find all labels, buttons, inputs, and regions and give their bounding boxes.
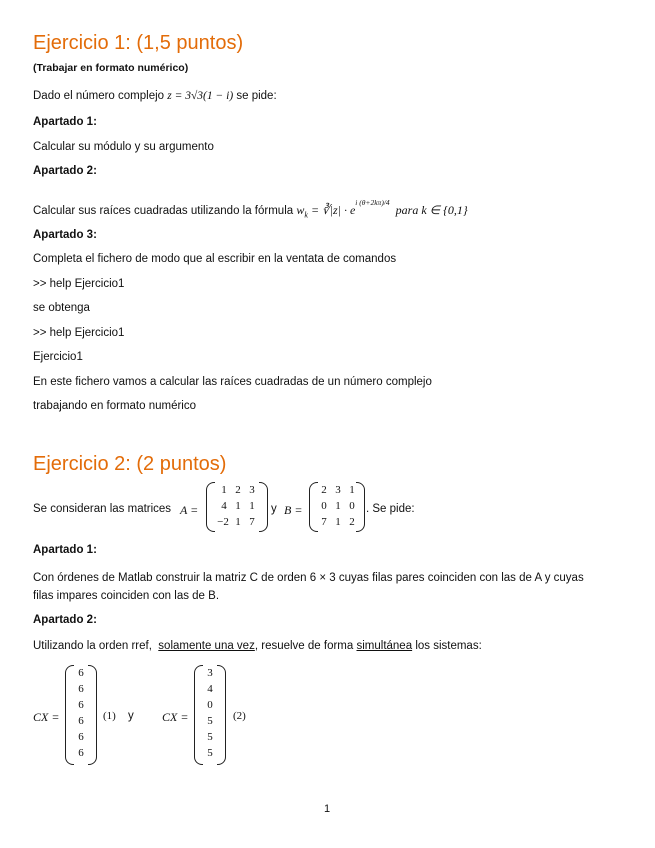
ex1-line: se obtenga xyxy=(33,302,90,314)
label-B: B = xyxy=(284,503,303,517)
vector-cell: 5 xyxy=(207,731,213,743)
sys1-vector xyxy=(65,665,97,765)
matrix-cell: 1 xyxy=(349,484,355,496)
vector-cell: 5 xyxy=(207,747,213,759)
vector-cell: 0 xyxy=(207,699,213,711)
sys2-label: CX = xyxy=(162,710,189,724)
ex1-line: Completa el fichero de modo que al escribir en la ventata de comandos xyxy=(33,253,397,265)
matrix-cell: 2 xyxy=(235,484,241,496)
ex2-ap2-text-b: , resuelve de forma xyxy=(254,640,354,652)
ex1-line: En este fichero vamos a calcular las raíces cuadradas de un número complejo xyxy=(33,376,432,388)
matrix-A xyxy=(206,482,268,532)
sys-and: y xyxy=(128,710,134,722)
sys2-tag: (2) xyxy=(233,710,246,722)
matrix-cell: 1 xyxy=(235,516,241,528)
ex2-ap1-text: Con órdenes de Matlab construir la matriz C de orden 6 × 3 cuyas filas pares coinciden con las de A y cuyas xyxy=(33,572,584,584)
vector-cell: 6 xyxy=(78,747,84,759)
ex1-line: trabajando en formato numérico xyxy=(33,400,197,412)
ex1-intro-text: Dado el número complejo xyxy=(33,90,165,102)
matrix-cell: 2 xyxy=(321,484,327,496)
ex1-title: Ejercicio 1: (1,5 puntos) xyxy=(33,32,244,54)
matrix-cell: −2 xyxy=(217,516,229,528)
matrix-cell: 7 xyxy=(249,516,255,528)
roots-formula-tail: para k ∈ {0,1} xyxy=(395,203,468,217)
sys2-vector xyxy=(194,665,226,765)
ex1-ap2-title: Apartado 2: xyxy=(33,165,97,177)
ex2-ap1-text: filas impares coinciden con las de B. xyxy=(33,590,220,602)
ex2-ap2-text-c: los sistemas: xyxy=(415,640,482,652)
ex1-ap1-text: Calcular su módulo y su argumento xyxy=(33,141,214,153)
vector-cell: 4 xyxy=(207,683,213,695)
matrix-cell: 2 xyxy=(349,516,355,528)
matrix-A-right-paren xyxy=(259,482,268,532)
label-A: A = xyxy=(180,503,199,517)
roots-formula-eq: = ∛|z| · e xyxy=(310,203,356,217)
roots-formula-sub: k xyxy=(304,210,308,220)
matrix-cell: 7 xyxy=(321,516,327,528)
matrix-cell: 1 xyxy=(335,500,341,512)
matrix-cell: 1 xyxy=(249,500,255,512)
ex1-intro-tail: se pide: xyxy=(236,90,277,102)
vector-cell: 3 xyxy=(207,667,213,679)
matrix-B xyxy=(309,482,365,532)
matrix-cell: 0 xyxy=(349,500,355,512)
ex1-ap3-title: Apartado 3: xyxy=(33,229,97,241)
page-number: 1 xyxy=(324,803,331,815)
matrix-cell: 1 xyxy=(235,500,241,512)
ex2-ap2-underline-2: simultánea xyxy=(356,640,413,652)
ex2-ap2-underline-1: solamente una vez xyxy=(158,640,255,652)
ex1-line: >> help Ejercicio1 xyxy=(33,327,125,339)
matrix-cell: 3 xyxy=(335,484,341,496)
roots-formula-exp: i (θ+2kπ)/4 xyxy=(355,198,390,207)
ex2-ap1-title: Apartado 1: xyxy=(33,544,97,556)
ex1-subtitle: (Trabajar en formato numérico) xyxy=(33,62,189,74)
ex2-intro: Se consideran las matrices xyxy=(33,503,172,515)
sys1-right-paren xyxy=(88,665,97,765)
vector-cell: 6 xyxy=(78,731,84,743)
matrix-cell: 3 xyxy=(249,484,255,496)
ex1-ap2-line xyxy=(33,198,468,220)
ex2-title: Ejercicio 2: (2 puntos) xyxy=(33,453,227,475)
ex2-ap2-text xyxy=(33,640,482,652)
ex1-ap1-title: Apartado 1: xyxy=(33,116,97,128)
matrix-cell: 1 xyxy=(335,516,341,528)
ex1-ap2-text: Calcular sus raíces cuadradas utilizando la fórmula xyxy=(33,205,294,217)
ex2-ap2-title: Apartado 2: xyxy=(33,614,97,626)
ex1-line: >> help Ejercicio1 xyxy=(33,278,125,290)
vector-cell: 5 xyxy=(207,715,213,727)
sys2-right-paren xyxy=(217,665,226,765)
sys1-label: CX = xyxy=(33,710,60,724)
ex2-intro-tail: . Se pide: xyxy=(366,503,415,515)
vector-cell: 6 xyxy=(78,667,84,679)
matrix-cell: 4 xyxy=(221,500,227,512)
vector-cell: 6 xyxy=(78,715,84,727)
matrix-cell: 1 xyxy=(221,484,227,496)
roots-formula-base: w xyxy=(296,203,305,217)
matrix-cell: 0 xyxy=(321,500,327,512)
ex1-intro xyxy=(33,90,277,102)
sys1-tag: (1) xyxy=(103,710,116,722)
ex1-intro-formula: z = 3√3(1 − i) xyxy=(167,90,234,102)
sys2-left-paren xyxy=(194,665,203,765)
between-y: y xyxy=(271,503,277,515)
sys1-left-paren xyxy=(65,665,74,765)
vector-cell: 6 xyxy=(78,683,84,695)
vector-cell: 6 xyxy=(78,699,84,711)
ex1-line: Ejercicio1 xyxy=(33,351,83,363)
ex2-ap2-text-a: Utilizando la orden rref, xyxy=(33,640,152,652)
